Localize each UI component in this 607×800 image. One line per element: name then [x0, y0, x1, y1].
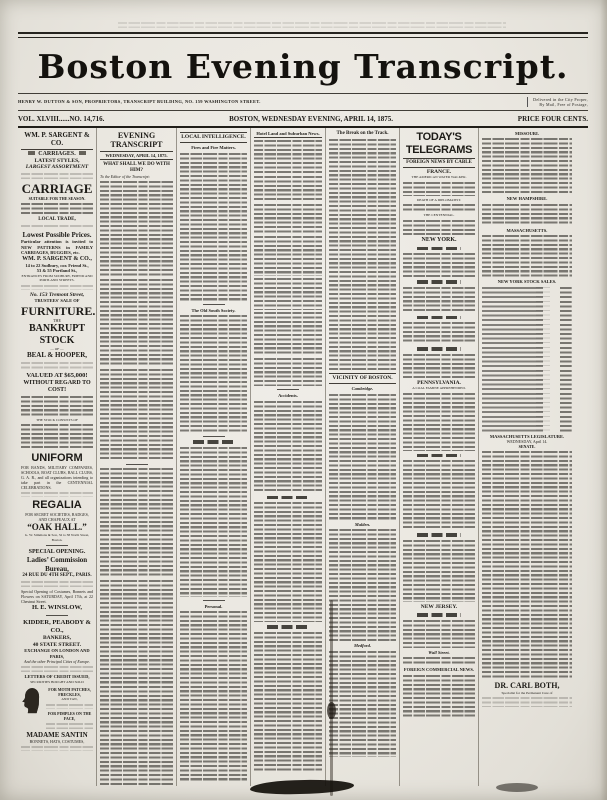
ad-securities: SECURITIES BOUGHT AND SOLD	[30, 679, 84, 684]
legislature-header: MASSACHUSETTS LEGISLATURE.	[489, 433, 565, 439]
ad-exchange: EXCHANGE ON LONDON AND PARIS,	[24, 648, 90, 659]
vicinity-sub-cambridge: Cambridge.	[351, 386, 374, 391]
body-text-block	[180, 153, 247, 301]
ad-madame-santin	[21, 687, 93, 731]
ad-and-tan: AND TAN,	[61, 697, 78, 701]
body-text-block	[21, 225, 93, 229]
delivery-line-1: Delivered in the City Proper,	[533, 96, 588, 102]
sub-coal-famine: A COAL FAMINE APPREHENDED.	[412, 386, 466, 390]
article-separator	[277, 389, 299, 390]
ad-winslow: H. E. WINSLOW,	[31, 604, 83, 611]
body-text-block	[180, 315, 247, 433]
telegrams-new-jersey: NEW JERSEY.	[420, 603, 458, 610]
ad-principal-cities: And the other Principal Cities of Europe.	[24, 659, 90, 664]
body-text-block	[100, 369, 173, 461]
rule	[403, 158, 475, 159]
body-text-block	[403, 393, 475, 451]
stock-sales-header: NEW YORK STOCK SALES.	[497, 279, 557, 284]
rule	[100, 159, 173, 160]
telegrams-commercial: FOREIGN COMMERCIAL NEWS.	[403, 667, 475, 672]
stock-price-table	[482, 287, 572, 432]
body-text-block	[403, 253, 475, 277]
column-editorial	[96, 128, 176, 786]
editorial-header: EVENING TRANSCRIPT	[110, 130, 163, 149]
column-telegrams	[399, 128, 478, 786]
body-text-block	[21, 424, 93, 450]
body-text-block	[482, 451, 572, 679]
ad-entrances: ENTRANCES FROM SUDBURY, FRIEND AND PORTLAND STREETS.	[21, 273, 93, 282]
body-text-block	[403, 204, 475, 211]
ad-address-2: 53 & 55 Portland St.,	[36, 268, 78, 273]
ad-bankrupt-of: — OF —	[50, 346, 64, 351]
body-text-block	[403, 220, 475, 235]
ad-address-1: 14 to 22 Sudbury, cor. Friend St.,	[25, 262, 89, 268]
ad-paris-address: 24 RUE DU 4TH SEPT., PARIS.	[22, 573, 92, 578]
body-text-block	[254, 204, 322, 234]
telegrams-new-york: NEW YORK.	[421, 236, 457, 243]
article-separator	[126, 464, 148, 465]
body-text-block	[100, 686, 173, 786]
body-text-block	[21, 666, 93, 672]
volume-number: VOL. XLVIII......NO. 14,716.	[18, 114, 105, 123]
ad-lowest-prices: Lowest Possible Prices.	[22, 230, 92, 239]
article-separator	[46, 545, 68, 546]
column-area	[18, 128, 588, 786]
page-edge-shadow	[600, 0, 607, 800]
ad-moth-patches: FOR MOTH PATCHES, FRECKLES,	[48, 687, 91, 697]
body-text-block	[100, 468, 173, 578]
illegible-subhead	[193, 440, 235, 444]
rule	[254, 137, 322, 138]
body-text-block	[482, 204, 572, 226]
ad-ladies-bureau: Ladies’ Commission Bureau,	[26, 556, 88, 573]
ad-regalia-title: REGALIA	[32, 499, 82, 511]
carriage-icon	[28, 151, 35, 155]
ad-local-trade: LOCAL TRADE,	[38, 216, 76, 222]
column-vicinity	[325, 128, 399, 786]
ad-bankrupt-the: THE	[53, 317, 61, 323]
local-sub-old-south: The Old South Society.	[191, 307, 236, 313]
ad-valued: VALUED AT $65,000!	[26, 371, 88, 379]
publisher-line: HENRY W. DUTTON & SON, PROPRIETORS, TRANSCRIPT BUILDING, NO. 159 WASHINGTON STREET.	[18, 99, 261, 104]
body-text-block	[100, 181, 173, 277]
body-text-block	[21, 173, 93, 179]
ad-madame-santin-name: MADAME SANTIN	[26, 730, 88, 739]
ad-sargent-name-2: WM. P. SARGENT & CO.,	[22, 255, 92, 262]
telegrams-cable: FOREIGN NEWS BY CABLE	[406, 159, 472, 165]
editorial-date: WEDNESDAY, APRIL 14, 1875.	[105, 152, 168, 158]
illegible-subhead	[417, 454, 462, 458]
illegible-subhead	[417, 347, 462, 351]
illegible-subhead	[417, 247, 462, 251]
body-text-block	[100, 580, 173, 684]
vicinity-sub-malden: Malden.	[354, 521, 371, 527]
body-text-block	[254, 140, 322, 174]
ink-smudge-bottom-right	[496, 783, 538, 792]
body-text-block	[254, 236, 322, 276]
rule	[100, 151, 173, 152]
body-text-block	[254, 312, 322, 356]
body-text-block	[254, 502, 322, 622]
body-text-block	[403, 322, 475, 344]
delivery-rates	[527, 97, 588, 107]
body-text-block	[403, 287, 475, 313]
vicinity-header: VICINITY OF BOSTON.	[329, 373, 396, 385]
ad-tremont-address: No. 153 Tremont Street,	[29, 291, 85, 298]
body-text-block	[329, 529, 396, 641]
ad-carriages: CARRIAGES.	[38, 150, 76, 157]
ad-letters-credit: LETTERS OF CREDIT ISSUED,	[24, 674, 90, 679]
body-text-block	[329, 651, 396, 757]
ad-simmons: G. W. Simmons & Son, 32 to 38 North Street, Boston.	[24, 533, 90, 542]
ink-blot	[327, 702, 336, 719]
body-text-block	[403, 675, 475, 717]
ad-bankers: BANKERS,	[43, 635, 71, 641]
ad-uniform-text: FOR BANDS, MILITARY COMPANIES, SCHOOLS, BOAT CLUBS, BALL CLUBS, G. A. R., and all organizations intending to take part in the CENTENNIAL CELEBRATIONS.	[21, 465, 93, 490]
body-text-block	[46, 704, 93, 709]
ink-streak	[330, 600, 333, 796]
column-advertisements	[18, 128, 96, 786]
body-text-block	[46, 723, 93, 729]
body-text-block	[21, 581, 93, 587]
local-sub-personal: Personal.	[204, 603, 223, 609]
illegible-subhead	[417, 533, 462, 537]
states-new-hampshire: NEW HAMPSHIRE.	[506, 196, 548, 201]
editorial-headline: WHAT SHALL WE DO WITH HIM?	[103, 162, 170, 173]
editorial-salutation: To the Editor of the Transcript:	[100, 174, 150, 179]
price: PRICE FOUR CENTS.	[517, 114, 588, 123]
body-text-block	[254, 278, 322, 310]
ad-without-regard: WITHOUT REGARD TO COST!	[23, 379, 91, 393]
article-separator	[203, 600, 225, 601]
illegible-subhead	[267, 625, 309, 629]
rule	[18, 93, 588, 94]
ad-pimples: FOR PIMPLES ON THE FACE,	[47, 710, 92, 721]
body-text-block	[254, 632, 322, 772]
dateline: BOSTON, WEDNESDAY EVENING, APRIL 14, 1875.	[229, 114, 394, 123]
suburban-sub-accidents: Accidents.	[278, 393, 298, 398]
body-text-block	[180, 611, 247, 781]
body-text-block	[403, 354, 475, 378]
ad-bonnets: BONNETS, HATS, COSTUMES,	[29, 739, 85, 744]
telegrams-wall-street: Wall Street.	[428, 649, 450, 655]
body-text-block	[21, 492, 93, 497]
body-text-block	[329, 394, 396, 520]
body-text-block	[403, 460, 475, 530]
body-text-block	[100, 279, 173, 367]
column-states	[478, 128, 588, 786]
ad-opening-note: Special Opening of Costumes, Bonnets and Flowers on SATURDAY, April 17th, at 22 Chestnut Street.	[21, 589, 93, 604]
body-text-block	[21, 285, 93, 290]
body-text-block	[254, 358, 322, 386]
ad-special-opening: SPECIAL OPENING.	[28, 549, 86, 555]
rule	[403, 167, 475, 168]
body-text-block	[254, 401, 322, 493]
break-on-track-headline: The Break on the Track.	[336, 130, 389, 136]
body-text-block	[403, 540, 475, 602]
ad-regalia-text: FOR SECRET SOCIETIES, BADGES, AND CHAPEAUX AT	[25, 512, 89, 522]
illegible-subhead	[417, 280, 462, 284]
body-text-block	[21, 746, 93, 751]
woman-profile-portrait	[21, 687, 43, 714]
ad-uniform-title: UNIFORM	[31, 452, 83, 464]
body-text-block	[403, 182, 475, 196]
body-text-block	[21, 203, 93, 215]
rule	[21, 149, 93, 150]
body-text-block	[403, 657, 475, 665]
ad-kidder-firm: KIDDER, PEABODY & CO.,	[23, 619, 91, 634]
ad-state-street: 40 STATE STREET.	[32, 641, 82, 648]
legislature-senate: SENATE.	[518, 444, 536, 449]
body-text-block	[482, 697, 572, 707]
ad-sargent-name: WM. P. SARGENT & CO.	[24, 130, 90, 147]
ad-largest-assortment: LARGEST ASSORTMENT	[25, 164, 89, 170]
ad-carriages-line	[21, 151, 93, 158]
local-sub-fires: Fires and Fire Matters.	[191, 145, 236, 150]
rule	[18, 110, 588, 111]
local-header: LOCAL INTELLIGENCE.	[180, 132, 247, 144]
body-text-block	[254, 176, 322, 202]
column-local-intelligence	[176, 128, 250, 786]
body-text-block	[329, 139, 396, 371]
illegible-subhead	[267, 496, 309, 500]
column-suburban-news	[250, 128, 325, 786]
ad-doctor-subline: Specialist for the Permanent Cure of	[501, 690, 553, 695]
body-text-block	[482, 138, 572, 194]
telegrams-header: TODAY'S TELEGRAMS	[405, 130, 473, 156]
newspaper-title: Boston Evening Transcript.	[37, 46, 569, 86]
suburban-header: Hotel Land and Suburban News.	[256, 130, 320, 136]
article-separator	[203, 304, 225, 305]
states-missouri: MISSOURI.	[515, 130, 539, 136]
body-text-block	[482, 235, 572, 277]
ad-latest-styles: LATEST STYLES,	[34, 157, 80, 164]
article-separator	[203, 436, 225, 437]
states-massachusetts: MASSACHUSETTS.	[506, 227, 548, 233]
vicinity-sub-medford: Medford.	[353, 643, 372, 648]
body-text-block	[21, 362, 93, 370]
ad-dr-carl-both: DR. CARL BOTH,	[494, 681, 560, 690]
body-text-block	[403, 620, 475, 648]
ad-bankrupt-title: BANKRUPT STOCK	[28, 322, 86, 346]
ad-new-patterns: Particular attention is invited to NEW PATTERNS in FAMILY CARRIAGES, BUGGIES, etc.	[21, 239, 93, 255]
illegible-subhead	[417, 316, 462, 320]
article-separator	[46, 615, 68, 616]
carriage-icon	[79, 151, 86, 155]
ad-stock-consists: THE STOCK CONSISTS OF	[36, 417, 78, 422]
ad-furniture-title: FURNITURE.	[21, 303, 96, 318]
sub-water-walker: THE AMERICAN WATER WALKER.	[411, 175, 467, 179]
telegrams-france: FRANCE.	[426, 168, 452, 175]
body-text-block	[21, 396, 93, 416]
ad-suitable: SUITABLE FOR THE SEASON.	[28, 195, 86, 201]
ad-beal-hooper: BEAL & HOOPER,	[26, 351, 88, 359]
ad-carriage-big: CARRIAGE	[21, 180, 93, 196]
sub-centennial: THE CENTENNIAL.	[423, 213, 455, 217]
delivery-line-2: By Mail, Free of Postage,	[539, 101, 588, 107]
legislature-date: WEDNESDAY, April 14.	[506, 439, 548, 444]
ad-oak-hall: “OAK HALL.”	[27, 522, 87, 532]
sub-diplomatist: DEATH OF A DIPLOMATIST.	[416, 197, 462, 202]
telegrams-pennsylvania: PENNSYLVANIA.	[417, 379, 461, 386]
body-text-block	[180, 447, 247, 597]
illegible-subhead	[417, 613, 462, 617]
ad-trustees-sale: TRUSTEES' SALE OF	[34, 298, 80, 303]
